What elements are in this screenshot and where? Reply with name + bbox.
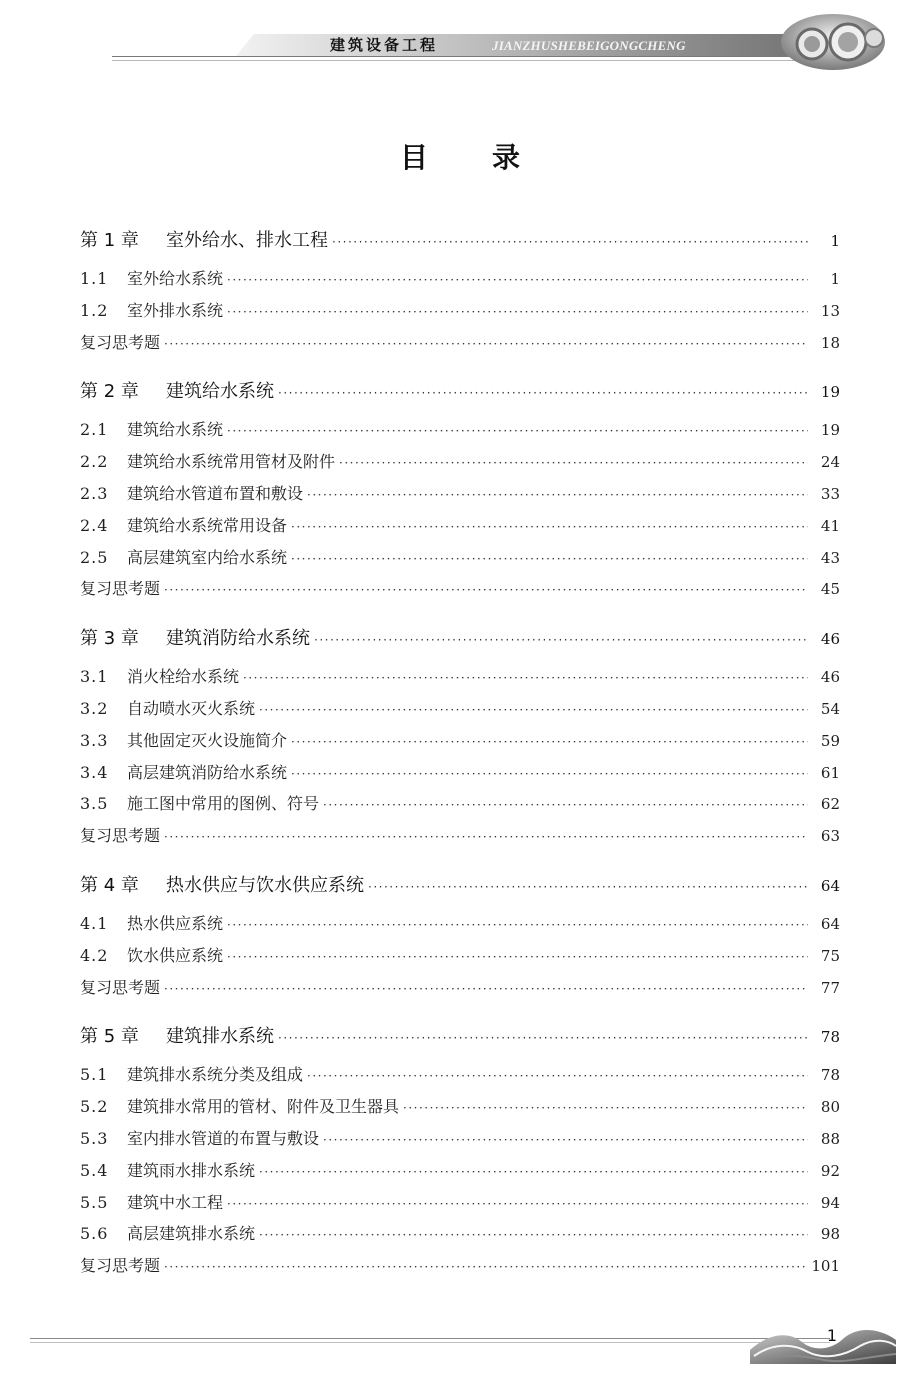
toc-page-number: 19 [820, 383, 840, 402]
toc-entry-label [80, 1218, 255, 1250]
toc-page-number: 18 [820, 333, 840, 352]
toc-leader-dots [227, 297, 808, 329]
toc-review-row [80, 972, 840, 1004]
toc-heading: 目录 [399, 141, 584, 174]
page-number: 1 [826, 1326, 838, 1345]
toc-entry-label [80, 1155, 255, 1187]
toc-entry-title: 复习思考题 [80, 1256, 161, 1276]
toc-section-row [80, 693, 840, 725]
toc-entry-label [80, 1022, 274, 1052]
toc-entry-label [80, 725, 287, 757]
toc-section-row [80, 940, 840, 972]
toc-entry-number: 2.2 [80, 452, 109, 472]
toc-page-number: 98 [820, 1225, 840, 1244]
toc-page-number: 64 [820, 876, 840, 895]
toc-section-row [80, 908, 840, 940]
toc-entry-title: 建筑中水工程 [127, 1192, 224, 1212]
toc-section-row [80, 725, 840, 757]
toc-page-number: 1 [830, 270, 840, 288]
toc-entry-title: 建筑给水系统常用管材及附件 [127, 452, 336, 472]
toc-entry-title: 自动喷水灭火系统 [127, 698, 256, 718]
toc-section-row [80, 1218, 840, 1250]
toc-page-number: 13 [820, 301, 840, 320]
toc-review-row [80, 1250, 840, 1282]
toc-section-row [80, 757, 840, 789]
toc-entry-label [80, 972, 160, 1004]
toc-entry-number: 3.1 [80, 667, 109, 687]
toc-page-number: 75 [820, 946, 840, 965]
toc-entry-label [80, 263, 223, 295]
toc-leader-dots [164, 974, 808, 1006]
toc-entry-title: 建筑给水系统 [166, 381, 274, 403]
toc-entry-number: 4.1 [80, 913, 109, 933]
toc-entry-title: 建筑消防给水系统 [166, 628, 310, 650]
toc-leader-dots [339, 448, 808, 480]
toc-leader-dots [227, 1189, 808, 1221]
toc-entry-title: 建筑给水系统常用设备 [127, 515, 288, 535]
toc-entry-label [80, 693, 255, 725]
toc-leader-dots [314, 625, 808, 655]
toc-page-number: 78 [820, 1028, 840, 1047]
toc-section-row [80, 414, 840, 446]
footer-rule-thin [30, 1342, 830, 1343]
toc-entry-label [80, 510, 287, 542]
toc-leader-dots [291, 759, 808, 791]
toc-page-number: 94 [820, 1193, 840, 1212]
toc-page-number: 78 [820, 1066, 840, 1085]
toc-leader-dots [259, 1157, 808, 1189]
toc-entry-title: 消火栓给水系统 [127, 667, 240, 687]
toc-entry-label [80, 542, 287, 574]
toc-entry-number: 2.3 [80, 483, 109, 503]
toc-leader-dots [227, 910, 808, 942]
toc-entry-label [80, 1091, 399, 1123]
toc-section-row [80, 263, 840, 295]
toc-leader-dots [307, 480, 808, 512]
toc-section-row [80, 1091, 840, 1123]
toc-page-number: 61 [820, 763, 840, 782]
toc-entry-title: 高层建筑排水系统 [127, 1224, 256, 1244]
toc-entry-label [80, 414, 223, 446]
toc-entry-title: 建筑排水常用的管材、附件及卫生器具 [127, 1097, 400, 1117]
toc-entry-label [80, 661, 239, 693]
toc-entry-title: 热水供应与饮水供应系统 [166, 874, 364, 896]
toc-leader-dots [323, 790, 808, 822]
toc-page-number: 46 [820, 668, 840, 687]
toc-page-number: 64 [820, 914, 840, 933]
toc-entry-label [80, 624, 310, 654]
toc-entry-title: 建筑排水系统 [166, 1026, 274, 1048]
toc-leader-dots [368, 872, 808, 902]
toc-entry-number: 5.6 [80, 1224, 109, 1244]
toc-page-number: 59 [820, 731, 840, 750]
toc-entry-number: 5.2 [80, 1097, 109, 1117]
toc-entry-number: 2.4 [80, 515, 109, 535]
toc-entry-title: 复习思考题 [80, 332, 161, 352]
toc-section-row [80, 295, 840, 327]
toc-entry-number: 1.1 [80, 269, 109, 288]
toc-entry-label [80, 788, 319, 820]
toc-entry-title: 其他固定灭火设施简介 [127, 730, 288, 750]
toc-page-number: 33 [820, 484, 840, 503]
toc-leader-dots [291, 544, 808, 576]
toc-page-number: 62 [820, 795, 840, 814]
footer-rule [30, 1338, 830, 1339]
pipes-decoration-icon [778, 8, 888, 74]
table-of-contents [80, 226, 840, 1282]
toc-entry-title: 复习思考题 [80, 977, 161, 997]
toc-leader-dots [403, 1093, 808, 1125]
toc-entry-number: 1.2 [80, 300, 109, 320]
toc-entry-title: 建筑给水系统 [127, 420, 224, 440]
toc-leader-dots [291, 727, 808, 759]
toc-chapter-row [80, 377, 840, 407]
toc-section-row [80, 788, 840, 820]
toc-chapter-row [80, 871, 840, 901]
toc-entry-number: 5.4 [80, 1160, 109, 1180]
toc-entry-title: 建筑排水系统分类及组成 [127, 1065, 304, 1085]
toc-leader-dots [164, 1252, 807, 1284]
toc-section-row [80, 510, 840, 542]
toc-review-row [80, 327, 840, 359]
toc-section-row [80, 478, 840, 510]
toc-entry-title: 室外给水、排水工程 [166, 230, 328, 251]
toc-section-row [80, 446, 840, 478]
toc-entry-title: 建筑雨水排水系统 [127, 1160, 256, 1180]
toc-leader-dots [307, 1061, 808, 1093]
toc-page-number: 46 [820, 630, 840, 649]
toc-entry-number: 5.5 [80, 1192, 109, 1212]
header-pinyin-title: JIANZHUSHEBEIGONGCHENG [492, 38, 686, 53]
toc-entry-label [80, 1123, 319, 1155]
toc-entry-number: 2.5 [80, 547, 109, 567]
toc-leader-dots [227, 942, 808, 974]
toc-entry-label [80, 820, 160, 852]
toc-entry-number: 第 2 章 [80, 381, 139, 403]
toc-entry-label [80, 226, 328, 256]
toc-entry-label [80, 377, 274, 407]
toc-page-number: 41 [820, 516, 840, 535]
toc-entry-label [80, 573, 160, 605]
header-rule [112, 56, 852, 57]
toc-leader-dots [164, 329, 808, 361]
toc-entry-title: 室外排水系统 [127, 300, 224, 320]
toc-entry-number: 4.2 [80, 945, 109, 965]
toc-page-number: 19 [820, 421, 840, 440]
toc-chapter-row [80, 1022, 840, 1052]
toc-entry-number: 2.1 [80, 420, 109, 440]
toc-entry-title: 建筑给水管道布置和敷设 [127, 483, 304, 503]
toc-section-row [80, 661, 840, 693]
toc-entry-number: 第 3 章 [80, 628, 139, 650]
toc-page-number: 80 [820, 1098, 840, 1117]
toc-page-number: 88 [820, 1129, 840, 1148]
toc-leader-dots [243, 663, 808, 695]
toc-entry-title: 饮水供应系统 [127, 945, 224, 965]
toc-page-number: 1 [830, 232, 840, 250]
toc-entry-number: 第 5 章 [80, 1026, 139, 1048]
toc-page-number: 54 [820, 699, 840, 718]
toc-entry-label [80, 478, 303, 510]
toc-entry-title: 热水供应系统 [127, 913, 224, 933]
toc-leader-dots [259, 695, 808, 727]
toc-review-row [80, 573, 840, 605]
toc-entry-label [80, 908, 223, 940]
toc-leader-dots [291, 512, 808, 544]
toc-leader-dots [227, 265, 808, 297]
toc-leader-dots [164, 822, 808, 854]
toc-leader-dots [164, 575, 808, 607]
toc-leader-dots [332, 227, 808, 257]
toc-entry-number: 3.2 [80, 698, 109, 718]
toc-section-row [80, 1059, 840, 1091]
toc-entry-title: 室外给水系统 [127, 269, 224, 288]
header-rule-thin [112, 60, 852, 61]
toc-section-row [80, 1155, 840, 1187]
toc-entry-number: 5.1 [80, 1065, 109, 1085]
toc-chapter-row [80, 624, 840, 654]
page-header [0, 0, 920, 90]
toc-leader-dots [259, 1220, 808, 1252]
toc-entry-title: 高层建筑室内给水系统 [127, 547, 288, 567]
toc-leader-dots [278, 1023, 808, 1053]
toc-entry-number: 3.4 [80, 762, 109, 782]
toc-entry-number: 5.3 [80, 1128, 109, 1148]
toc-entry-label [80, 1250, 160, 1282]
toc-entry-title: 施工图中常用的图例、符号 [127, 794, 320, 814]
toc-entry-label [80, 446, 335, 478]
toc-entry-label [80, 1187, 223, 1219]
page-footer [0, 1310, 920, 1392]
toc-entry-title: 高层建筑消防给水系统 [127, 762, 288, 782]
toc-page-number: 77 [820, 978, 840, 997]
toc-page-number: 43 [820, 548, 840, 567]
toc-leader-dots [227, 416, 808, 448]
toc-page-number: 63 [820, 827, 840, 846]
toc-leader-dots [323, 1125, 808, 1157]
toc-entry-number: 第 1 章 [80, 230, 139, 251]
toc-review-row [80, 820, 840, 852]
toc-section-row [80, 1123, 840, 1155]
toc-entry-label [80, 1059, 303, 1091]
toc-entry-number: 第 4 章 [80, 874, 139, 896]
toc-page-number: 24 [820, 453, 840, 472]
toc-section-row [80, 542, 840, 574]
toc-entry-label [80, 295, 223, 327]
toc-page-number: 101 [811, 1257, 840, 1276]
toc-entry-label [80, 871, 364, 901]
header-book-title: 建筑设备工程 [330, 36, 439, 54]
toc-entry-label [80, 327, 160, 359]
toc-section-row [80, 1187, 840, 1219]
toc-entry-number: 3.3 [80, 730, 109, 750]
toc-entry-label [80, 757, 287, 789]
toc-entry-title: 室内排水管道的布置与敷设 [127, 1128, 320, 1148]
toc-entry-label [80, 940, 223, 972]
toc-entry-number: 3.5 [80, 794, 109, 814]
toc-page-number: 92 [820, 1161, 840, 1180]
toc-page-number: 45 [820, 580, 840, 599]
toc-entry-title: 复习思考题 [80, 826, 161, 846]
toc-entry-title: 复习思考题 [80, 579, 161, 599]
toc-chapter-row [80, 226, 840, 256]
toc-leader-dots [278, 378, 808, 408]
